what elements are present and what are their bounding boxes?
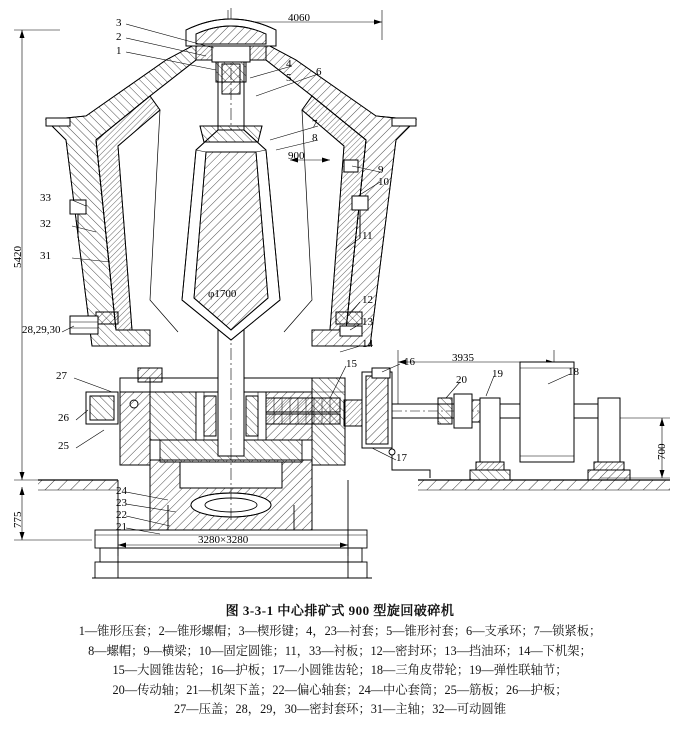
callout-20: 20 bbox=[456, 374, 467, 386]
callout-1: 1 bbox=[116, 45, 122, 57]
callout-32: 32 bbox=[40, 218, 51, 230]
movable-cone-32 bbox=[182, 126, 280, 340]
callout-28-30: 28,29,30 bbox=[22, 324, 61, 336]
callout-4: 4 bbox=[286, 58, 292, 70]
callout-25: 25 bbox=[58, 440, 69, 452]
callout-14: 14 bbox=[362, 338, 373, 350]
callout-18: 18 bbox=[568, 366, 579, 378]
callout-26: 26 bbox=[58, 412, 69, 424]
callout-22: 22 bbox=[116, 509, 127, 521]
dim-mantle-diameter: φ1700 bbox=[208, 288, 237, 300]
figure-title: 图 3-3-1 中心排矿式 900 型旋回破碎机 bbox=[225, 603, 455, 618]
callout-13: 13 bbox=[362, 316, 373, 328]
dim-drive-length: 3935 bbox=[452, 352, 474, 364]
legend-line-5: 27—压盖；28，29，30—密封套环；31—主轴；32—可动圆锥 bbox=[173, 702, 507, 716]
legend-line-2: 8—螺帽；9—横梁；10—固定圆锥；11，33—衬板；12—密封环；13—挡油环；14—下机架； bbox=[88, 643, 592, 658]
callout-15: 15 bbox=[346, 358, 357, 370]
callout-21: 21 bbox=[116, 521, 127, 533]
dim-feed-opening: 900 bbox=[288, 150, 305, 162]
dim-total-height: 5420 bbox=[12, 246, 24, 268]
callout-27: 27 bbox=[56, 370, 67, 382]
callout-6: 6 bbox=[316, 66, 322, 78]
callout-3: 3 bbox=[116, 17, 122, 29]
dim-base-plan: 3280×3280 bbox=[198, 534, 249, 546]
callout-9: 9 bbox=[378, 164, 384, 176]
dim-top-width: 4060 bbox=[288, 12, 310, 24]
callout-5: 5 bbox=[286, 72, 292, 84]
callout-7: 7 bbox=[312, 118, 318, 130]
legend-line-4: 20—传动轴；21—机架下盖；22—偏心轴套；24—中心套筒；25—筋板；26—护板； bbox=[112, 682, 568, 697]
dim-drive-height: 700 bbox=[656, 443, 668, 460]
dim-foundation-depth: 775 bbox=[12, 511, 24, 528]
callout-19: 19 bbox=[492, 368, 503, 380]
callout-12: 12 bbox=[362, 294, 373, 306]
callout-23: 23 bbox=[116, 497, 127, 509]
legend-line-1: 1—锥形压套；2—锥形螺帽；3—楔形键；4，23—衬套；5—锥形衬套；6—支承环；7—锁紧板； bbox=[78, 624, 602, 638]
callout-8: 8 bbox=[312, 132, 318, 144]
callout-2: 2 bbox=[116, 31, 122, 43]
callout-33: 33 bbox=[40, 192, 51, 204]
legend-line-3: 15—大圆锥齿轮；16—护板；17—小圆锥齿轮；18—三角皮带轮；19—弹性联轴节； bbox=[112, 663, 568, 677]
callout-24: 24 bbox=[116, 485, 127, 497]
callout-31: 31 bbox=[40, 250, 51, 262]
callout-11: 11 bbox=[362, 230, 373, 242]
callout-10: 10 bbox=[378, 176, 389, 188]
callout-17: 17 bbox=[396, 452, 407, 464]
figure-legend bbox=[0, 622, 680, 720]
callout-16: 16 bbox=[404, 356, 415, 368]
